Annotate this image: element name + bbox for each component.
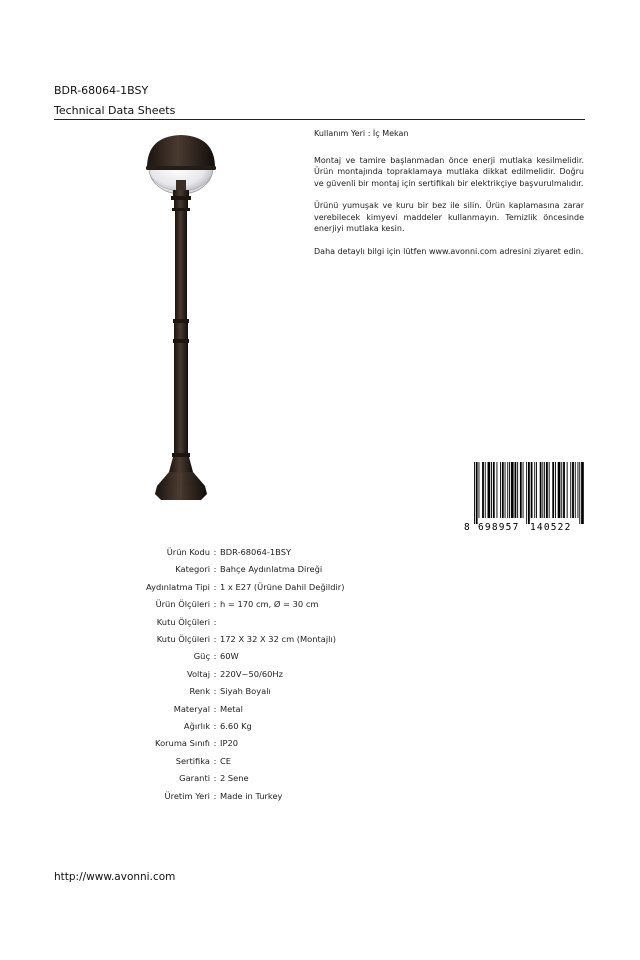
spec-separator: :	[213, 651, 217, 662]
barcode-bar	[517, 462, 518, 518]
spec-row	[90, 544, 344, 561]
barcode-bar	[578, 462, 579, 518]
spec-label: Ürün Kodu	[166, 547, 210, 557]
spec-separator: :	[213, 599, 217, 610]
spec-label: Kutu Ölçüleri	[156, 616, 210, 627]
lamp-post-image	[143, 132, 219, 504]
barcode-bar	[500, 462, 501, 518]
barcode-bar	[523, 462, 524, 518]
barcode-bar	[511, 462, 514, 518]
document-subtitle: Technical Data Sheets	[54, 104, 176, 117]
barcode-bar	[482, 462, 484, 518]
spec-label: Ürün Ölçüleri	[155, 599, 210, 610]
barcode-bar	[497, 462, 498, 518]
spec-value: BDR-68064-1BSY	[220, 547, 292, 557]
barcode-bar	[544, 462, 545, 518]
spec-row	[90, 614, 344, 631]
spec-row	[90, 701, 344, 718]
spec-separator: :	[213, 634, 217, 645]
spec-label: Aydınlatma Tipi	[146, 581, 210, 592]
barcode-bar	[531, 462, 533, 518]
barcode-bar	[570, 462, 571, 518]
spec-value: 1 x E27 (Ürüne Dahil Değildir)	[220, 581, 345, 592]
barcode-bar	[528, 462, 530, 524]
spec-row	[90, 735, 344, 752]
barcode	[462, 462, 586, 532]
barcode-bar	[476, 462, 478, 524]
spec-separator: :	[213, 773, 217, 784]
product-code-heading: BDR-68064-1BSY	[54, 84, 149, 97]
spec-label: Koruma Sınıfı	[155, 738, 210, 749]
spec-value: h = 170 cm, Ø = 30 cm	[220, 599, 319, 610]
spec-value: 2 Sene	[220, 773, 249, 784]
barcode-bar	[581, 462, 584, 524]
spec-table	[90, 544, 344, 805]
spec-row	[90, 596, 344, 613]
spec-label: Voltaj	[186, 668, 210, 679]
spec-row	[90, 561, 344, 578]
spec-label: Kategori	[175, 564, 210, 575]
barcode-bar	[546, 462, 548, 518]
spec-row	[90, 770, 344, 787]
spec-separator: :	[213, 686, 217, 697]
spec-separator: :	[213, 564, 217, 575]
spec-value: 172 X 32 X 32 cm (Montajlı)	[220, 634, 337, 645]
barcode-bar	[526, 462, 527, 524]
barcode-bar	[534, 462, 535, 518]
barcode-bar	[552, 462, 554, 518]
spec-separator: :	[213, 738, 217, 749]
barcode-bar	[540, 462, 542, 518]
barcode-bar	[474, 462, 475, 524]
barcode-bar	[485, 462, 486, 518]
product-description	[314, 128, 584, 268]
barcode-bar	[549, 462, 550, 518]
barcode-bar	[572, 462, 574, 518]
spec-label: Materyal	[173, 703, 210, 714]
spec-label: Güç	[193, 651, 210, 662]
spec-value: Siyah Boyalı	[220, 686, 271, 697]
safety-paragraph: Montaj ve tamire başlanmadan önce enerji mutlaka kesilmelidir. Ürün montajında topraklamaya mutlaka dikkat edilmelidir. Doğru ve güvenli bir montaj için sertifikalı bir elektrikçiye başvurulmalıdır.	[314, 155, 584, 188]
spec-separator: :	[213, 755, 217, 766]
barcode-bar	[509, 462, 510, 518]
spec-row	[90, 683, 344, 700]
spec-label: Üretim Yeri	[164, 790, 210, 801]
spec-separator: :	[213, 668, 217, 679]
barcode-bar	[536, 462, 537, 518]
barcode-bar	[563, 462, 565, 518]
barcode-bar	[488, 462, 491, 518]
spec-label: Sertifika	[175, 755, 210, 766]
usage-location: Kullanım Yeri : İç Mekan	[314, 129, 409, 138]
barcode-bar	[502, 462, 504, 518]
barcode-bar	[520, 462, 522, 518]
barcode-lead-digit: 8	[464, 522, 470, 532]
spec-separator: :	[213, 790, 217, 801]
spec-separator: :	[213, 721, 217, 732]
spec-row	[90, 579, 344, 596]
barcode-left-group: 698957	[478, 522, 520, 532]
barcode-bar	[567, 462, 568, 518]
spec-row	[90, 631, 344, 648]
barcode-bar	[491, 462, 492, 518]
barcode-bar	[493, 462, 495, 518]
spec-separator: :	[213, 547, 217, 557]
spec-separator: :	[213, 581, 217, 592]
spec-label: Ağırlık	[183, 721, 210, 732]
barcode-bar	[558, 462, 561, 518]
spec-label: Garanti	[179, 773, 210, 784]
spec-separator: :	[213, 703, 217, 714]
spec-value: Made in Turkey	[220, 790, 283, 801]
barcode-bar	[515, 462, 517, 518]
spec-value: Metal	[220, 703, 243, 714]
spec-value: IP20	[220, 738, 239, 749]
spec-value: CE	[220, 755, 232, 766]
barcode-bar	[505, 462, 506, 518]
barcode-bar	[575, 462, 576, 518]
spec-label: Renk	[189, 686, 210, 697]
cleaning-paragraph: Ürünü yumuşak ve kuru bir bez ile silin. Ürün kaplamasına zarar verebilecek kimyevi maddeler kullanmayın. Temizlik öncesinde enerjiyi mutlaka kesin.	[314, 201, 584, 233]
spec-value: Bahçe Aydınlatma Direği	[220, 564, 323, 575]
barcode-bar	[542, 462, 543, 518]
spec-row	[90, 753, 344, 770]
barcode-bar	[479, 462, 480, 518]
header-divider	[54, 119, 585, 120]
barcode-bar	[561, 462, 562, 518]
spec-row	[90, 648, 344, 665]
barcode-right-group: 140522	[530, 522, 572, 532]
spec-value: 6.60 Kg	[220, 721, 252, 732]
spec-value: 220V~50/60Hz	[220, 668, 283, 679]
spec-separator: :	[213, 616, 217, 627]
spec-value	[220, 614, 344, 631]
spec-row	[90, 718, 344, 735]
barcode-bar	[507, 462, 508, 518]
spec-label: Kutu Ölçüleri	[156, 634, 210, 645]
spec-value: 60W	[220, 651, 239, 662]
footer-url[interactable]: http://www.avonni.com	[54, 871, 176, 883]
barcode-bar	[555, 462, 556, 518]
spec-row	[90, 666, 344, 683]
barcode-bar	[579, 462, 580, 524]
website-paragraph: Daha detaylı bilgi için lütfen www.avonni.com adresini ziyaret edin.	[314, 246, 584, 256]
spec-row	[90, 788, 344, 805]
